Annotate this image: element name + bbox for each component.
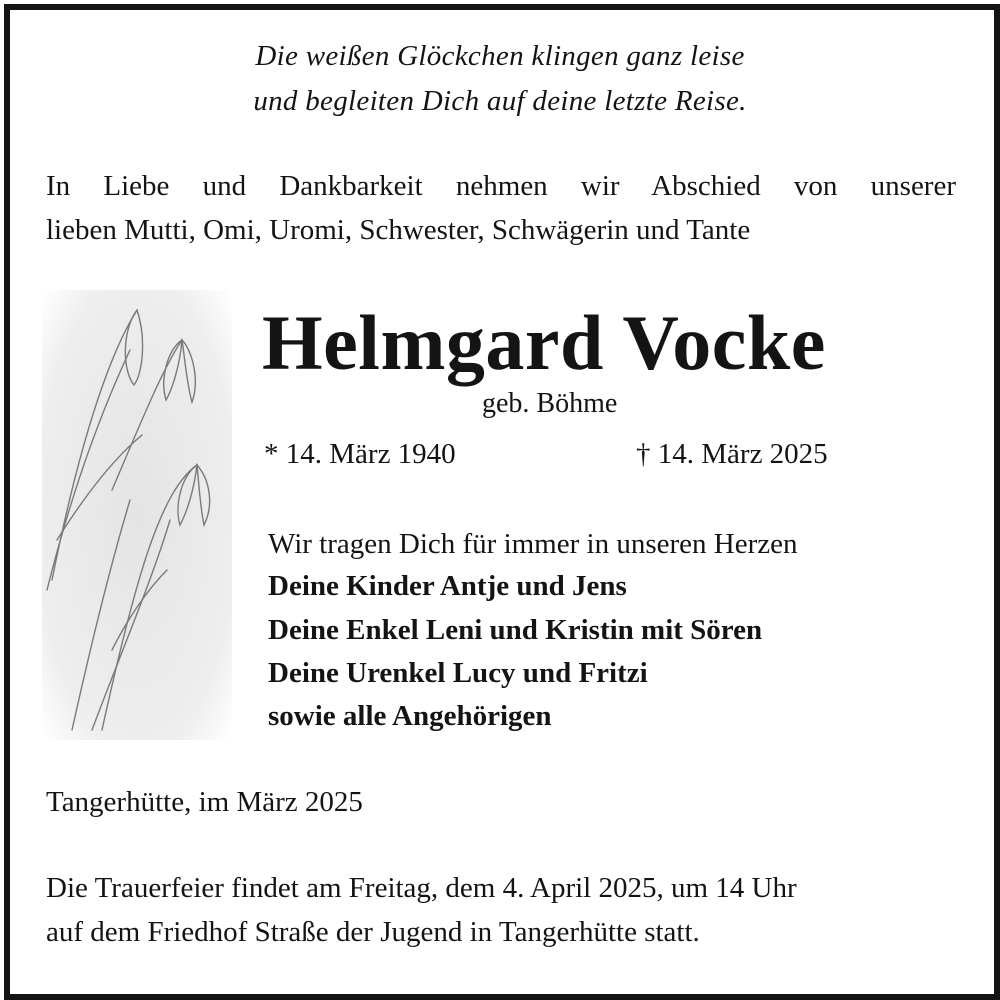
mourner-line: Deine Kinder Antje und Jens xyxy=(268,570,627,602)
funeral-line-1: Die Trauerfeier findet am Freitag, dem 4. April 2025, um 14 Uhr xyxy=(46,872,797,904)
place-date: Tangerhütte, im März 2025 xyxy=(46,786,363,818)
mourner-line: sowie alle Angehörigen xyxy=(268,700,552,732)
poem-line-1: Die weißen Glöckchen klingen ganz leise xyxy=(255,40,745,72)
closing-line: Wir tragen Dich für immer in unseren Herzen xyxy=(268,528,798,560)
deceased-name: Helmgard Vocke xyxy=(262,299,826,386)
mourner-line: Deine Urenkel Lucy und Fritzi xyxy=(268,657,648,689)
maiden-name: geb. Böhme xyxy=(482,388,618,419)
funeral-line-2: auf dem Friedhof Straße der Jugend in Tangerhütte statt. xyxy=(46,916,700,948)
poem-line-2: und begleiten Dich auf deine letzte Reise. xyxy=(253,85,747,117)
mourner-line: Deine Enkel Leni und Kristin mit Sören xyxy=(268,614,763,646)
snowdrop-drawing-icon xyxy=(42,290,232,740)
intro-line-2: lieben Mutti, Omi, Uromi, Schwester, Schwägerin und Tante xyxy=(46,214,751,246)
death-date: † 14. März 2025 xyxy=(636,438,828,470)
intro-line-1: In Liebe und Dankbarkeit nehmen wir Abschied von unserer xyxy=(46,170,956,202)
birth-date: * 14. März 1940 xyxy=(264,438,456,470)
